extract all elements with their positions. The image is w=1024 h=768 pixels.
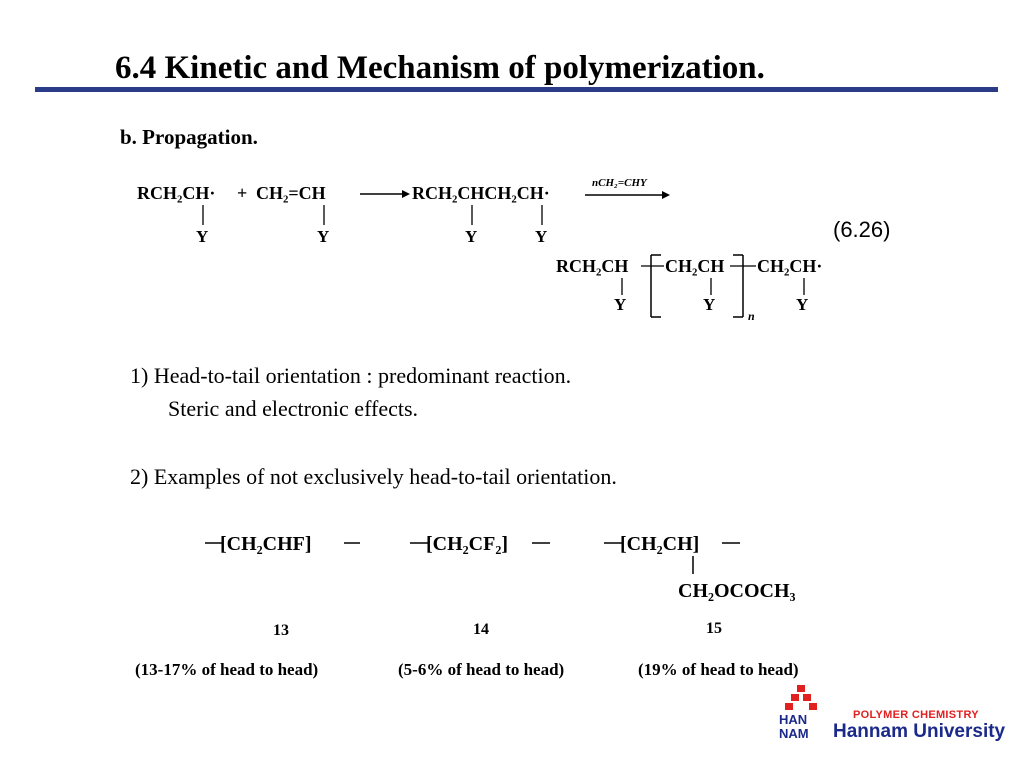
logo-university: Hannam University [833, 721, 1006, 742]
arrow-head [662, 191, 670, 199]
compound-13-structure: [CH₂CHF] [220, 533, 312, 555]
equation-number: (6.26) [833, 217, 891, 242]
repeat-unit: CH₂CH [665, 256, 725, 276]
logo-tagline: POLYMER CHEMISTRY [853, 709, 979, 721]
example-structures [0, 515, 1024, 635]
subscript-n: n [748, 309, 755, 323]
compound-15-structure: [CH₂CH] [620, 533, 700, 555]
compound-14-structure: [CH₂CF₂] [426, 533, 508, 555]
dimer-radical: RCH₂CHCH₂CH· [412, 183, 550, 203]
point-2: 2) Examples of not exclusively head-to-tail orientation. [130, 464, 617, 489]
substituent-y: Y [614, 295, 627, 314]
slide-title: 6.4 Kinetic and Mechanism of polymerization. [115, 50, 765, 86]
logo-han-nam: HAN NAM [779, 712, 809, 741]
substituent-y: Y [465, 227, 478, 246]
arrow-head [402, 190, 410, 198]
compound-number-13: 13 [273, 622, 289, 639]
plus-sign: + [237, 183, 248, 203]
substituent-y: Y [317, 227, 330, 246]
monomer: CH₂=CH [256, 183, 326, 203]
section-subtitle: b. Propagation. [120, 125, 258, 149]
substituent-y: Y [703, 295, 716, 314]
point-1-detail: Steric and electronic effects. [168, 396, 419, 421]
percent-15: (19% of head to head) [638, 660, 799, 679]
substituent-y: Y [196, 227, 209, 246]
compound-15-substituent: CH₂OCOCH₃ [678, 580, 796, 602]
point-1: 1) Head-to-tail orientation : predominant reaction. [130, 363, 572, 388]
compound-number-15: 15 [706, 620, 722, 637]
reactant-radical: RCH₂CH· [137, 183, 216, 203]
percent-14: (5-6% of head to head) [398, 660, 565, 679]
hannam-logo-mark-icon [784, 684, 818, 712]
substituent-y: Y [535, 227, 548, 246]
arrow-label: nCH₂=CHY [592, 177, 647, 189]
polymer-end: CH₂CH· [757, 256, 823, 276]
propagation-reaction-scheme [0, 0, 1024, 330]
compound-number-14: 14 [473, 621, 489, 638]
substituent-y: Y [796, 295, 809, 314]
percent-13: (13-17% of head to head) [135, 660, 319, 679]
polymer-start: RCH₂CH [556, 256, 629, 276]
